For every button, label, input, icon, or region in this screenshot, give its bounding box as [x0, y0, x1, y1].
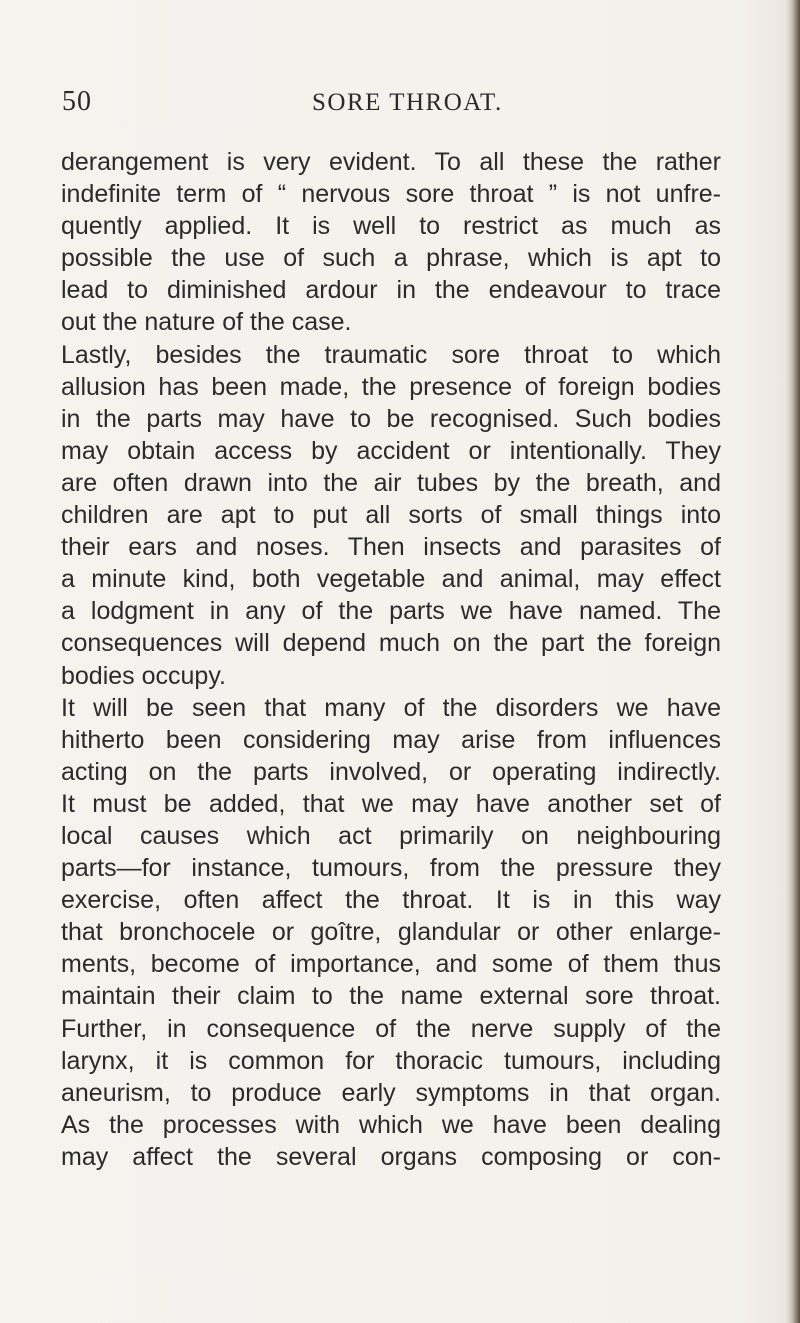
text-line: indefinite term of “ nervous sore throat ” is not unfre- — [61, 180, 721, 209]
text-line: quently applied. It is well to restrict as much as — [61, 212, 721, 241]
text-line: allusion has been made, the presence of foreign bodies — [61, 372, 721, 401]
text-line: are often drawn into the air tubes by the breath, and — [61, 468, 721, 497]
text-line: It must be added, that we may have another set of — [61, 789, 721, 818]
text-line: may obtain access by accident or intentionally. They — [61, 436, 721, 465]
running-title: SORE THROAT. — [312, 89, 503, 116]
running-head — [62, 86, 712, 122]
text-line: bodies occupy. — [61, 661, 226, 690]
text-line: children are apt to put all sorts of small things into — [61, 501, 721, 530]
body-text — [61, 146, 721, 1173]
text-line: a minute kind, both vegetable and animal, may effect — [61, 565, 721, 594]
page-number: 50 — [62, 86, 92, 117]
text-line: may affect the several organs composing or con- — [61, 1142, 721, 1171]
text-line: derangement is very evident. To all these the rather — [61, 148, 721, 176]
text-line: their ears and noses. Then insects and parasites of — [61, 533, 721, 562]
text-line: lead to diminished ardour in the endeavour to trace — [61, 276, 721, 305]
page-edge-shadow — [786, 0, 800, 1323]
text-line: maintain their claim to the name external sore throat. — [61, 982, 721, 1011]
text-line: exercise, often affect the throat. It is in this way — [61, 886, 721, 915]
text-line: larynx, it is common for thoracic tumours, including — [61, 1046, 721, 1075]
text-line: As the processes with which we have been dealing — [61, 1110, 721, 1139]
text-line: hitherto been considering may arise from influences — [61, 725, 721, 754]
text-line: out the nature of the case. — [61, 308, 352, 337]
text-line: in the parts may have to be recognised. Such bodies — [61, 404, 721, 433]
text-line: local causes which act primarily on neighbouring — [61, 821, 721, 850]
text-line: Further, in consequence of the nerve supply of the — [61, 1014, 721, 1043]
text-line: acting on the parts involved, or operating indirectly. — [61, 757, 721, 786]
text-line: a lodgment in any of the parts we have named. The — [61, 597, 721, 626]
text-line: It will be seen that many of the disorders we have — [61, 693, 721, 722]
text-line: that bronchocele or goître, glandular or other enlarge- — [61, 918, 721, 947]
text-line: consequences will depend much on the part the foreign — [61, 629, 721, 658]
text-line: aneurism, to produce early symptoms in that organ. — [61, 1078, 721, 1107]
text-line: parts—for instance, tumours, from the pressure they — [61, 854, 721, 883]
text-line: ments, become of importance, and some of them thus — [61, 950, 721, 979]
text-line: possible the use of such a phrase, which is apt to — [61, 244, 721, 273]
text-line: Lastly, besides the traumatic sore throat to which — [61, 340, 721, 369]
